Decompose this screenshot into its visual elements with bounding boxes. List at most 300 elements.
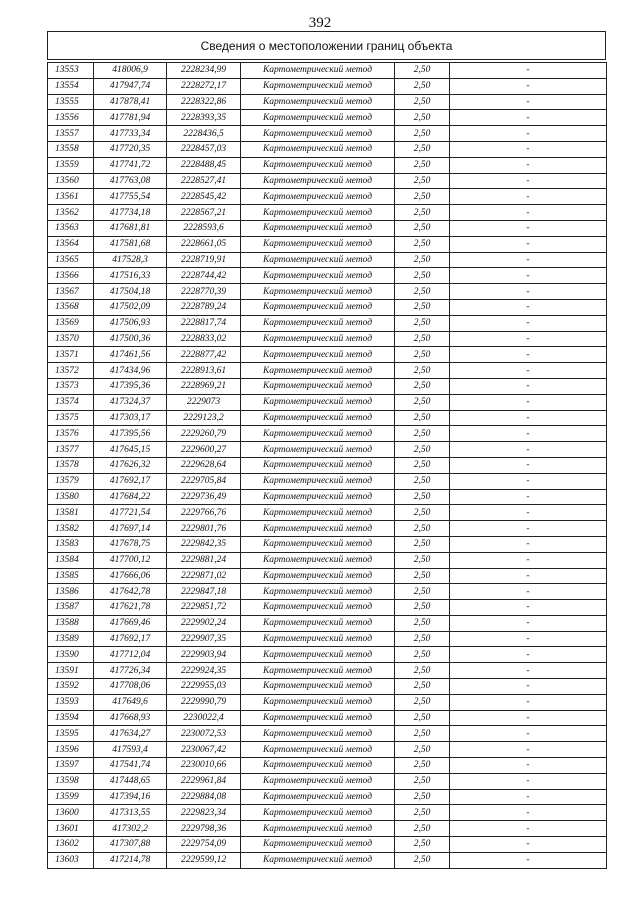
method-cell: Картометрический метод bbox=[241, 284, 395, 300]
table-row bbox=[48, 679, 607, 695]
method-cell: Картометрический метод bbox=[241, 457, 395, 473]
point-number-cell: 13583 bbox=[48, 536, 94, 552]
accuracy-cell: 2,50 bbox=[395, 442, 450, 458]
x-coordinate-cell: 417712,04 bbox=[94, 647, 167, 663]
y-coordinate-cell: 2228661,05 bbox=[167, 236, 241, 252]
accuracy-cell: 2,50 bbox=[395, 789, 450, 805]
point-number-cell: 13565 bbox=[48, 252, 94, 268]
point-number-cell: 13574 bbox=[48, 394, 94, 410]
x-coordinate-cell: 417626,32 bbox=[94, 457, 167, 473]
table-row bbox=[48, 647, 607, 663]
method-cell: Картометрический метод bbox=[241, 615, 395, 631]
point-number-cell: 13586 bbox=[48, 584, 94, 600]
description-cell: - bbox=[450, 679, 607, 695]
x-coordinate-cell: 417506,93 bbox=[94, 315, 167, 331]
method-cell: Картометрический метод bbox=[241, 600, 395, 616]
table-row bbox=[48, 726, 607, 742]
method-cell: Картометрический метод bbox=[241, 442, 395, 458]
accuracy-cell: 2,50 bbox=[395, 363, 450, 379]
x-coordinate-cell: 417781,94 bbox=[94, 110, 167, 126]
y-coordinate-cell: 2229260,79 bbox=[167, 426, 241, 442]
table-row bbox=[48, 600, 607, 616]
x-coordinate-cell: 417684,22 bbox=[94, 489, 167, 505]
description-cell: - bbox=[450, 94, 607, 110]
x-coordinate-cell: 417302,2 bbox=[94, 821, 167, 837]
accuracy-cell: 2,50 bbox=[395, 299, 450, 315]
table-row bbox=[48, 568, 607, 584]
point-number-cell: 13553 bbox=[48, 63, 94, 79]
y-coordinate-cell: 2230010,66 bbox=[167, 758, 241, 774]
description-cell: - bbox=[450, 584, 607, 600]
x-coordinate-cell: 417307,88 bbox=[94, 837, 167, 853]
x-coordinate-cell: 417313,55 bbox=[94, 805, 167, 821]
description-cell: - bbox=[450, 647, 607, 663]
point-number-cell: 13601 bbox=[48, 821, 94, 837]
method-cell: Картометрический метод bbox=[241, 110, 395, 126]
table-row bbox=[48, 821, 607, 837]
table-row bbox=[48, 126, 607, 142]
page-number: 392 bbox=[308, 15, 332, 31]
x-coordinate-cell: 417502,09 bbox=[94, 299, 167, 315]
accuracy-cell: 2,50 bbox=[395, 284, 450, 300]
x-coordinate-cell: 417621,78 bbox=[94, 600, 167, 616]
point-number-cell: 13554 bbox=[48, 78, 94, 94]
y-coordinate-cell: 2229073 bbox=[167, 394, 241, 410]
accuracy-cell: 2,50 bbox=[395, 679, 450, 695]
description-cell: - bbox=[450, 284, 607, 300]
y-coordinate-cell: 2229754,09 bbox=[167, 837, 241, 853]
table-row bbox=[48, 110, 607, 126]
table-row bbox=[48, 315, 607, 331]
table-row bbox=[48, 805, 607, 821]
description-cell: - bbox=[450, 615, 607, 631]
method-cell: Картометрический метод bbox=[241, 631, 395, 647]
point-number-cell: 13589 bbox=[48, 631, 94, 647]
accuracy-cell: 2,50 bbox=[395, 726, 450, 742]
x-coordinate-cell: 418006,9 bbox=[94, 63, 167, 79]
method-cell: Картометрический метод bbox=[241, 789, 395, 805]
table-row bbox=[48, 410, 607, 426]
accuracy-cell: 2,50 bbox=[395, 852, 450, 868]
x-coordinate-cell: 417528,3 bbox=[94, 252, 167, 268]
table-row bbox=[48, 457, 607, 473]
table-row bbox=[48, 663, 607, 679]
accuracy-cell: 2,50 bbox=[395, 126, 450, 142]
accuracy-cell: 2,50 bbox=[395, 347, 450, 363]
y-coordinate-cell: 2228527,41 bbox=[167, 173, 241, 189]
x-coordinate-cell: 417541,74 bbox=[94, 758, 167, 774]
accuracy-cell: 2,50 bbox=[395, 710, 450, 726]
x-coordinate-cell: 417721,54 bbox=[94, 505, 167, 521]
method-cell: Картометрический метод bbox=[241, 505, 395, 521]
point-number-cell: 13602 bbox=[48, 837, 94, 853]
description-cell: - bbox=[450, 110, 607, 126]
description-cell: - bbox=[450, 457, 607, 473]
description-cell: - bbox=[450, 568, 607, 584]
description-cell: - bbox=[450, 173, 607, 189]
description-cell: - bbox=[450, 663, 607, 679]
x-coordinate-cell: 417642,78 bbox=[94, 584, 167, 600]
x-coordinate-cell: 417763,08 bbox=[94, 173, 167, 189]
y-coordinate-cell: 2230072,53 bbox=[167, 726, 241, 742]
description-cell: - bbox=[450, 205, 607, 221]
method-cell: Картометрический метод bbox=[241, 726, 395, 742]
y-coordinate-cell: 2229884,08 bbox=[167, 789, 241, 805]
table-row bbox=[48, 426, 607, 442]
description-cell: - bbox=[450, 394, 607, 410]
accuracy-cell: 2,50 bbox=[395, 568, 450, 584]
x-coordinate-cell: 417697,14 bbox=[94, 521, 167, 537]
method-cell: Картометрический метод bbox=[241, 252, 395, 268]
point-number-cell: 13594 bbox=[48, 710, 94, 726]
x-coordinate-cell: 417649,6 bbox=[94, 694, 167, 710]
description-cell: - bbox=[450, 236, 607, 252]
method-cell: Картометрический метод bbox=[241, 189, 395, 205]
x-coordinate-cell: 417461,56 bbox=[94, 347, 167, 363]
point-number-cell: 13596 bbox=[48, 742, 94, 758]
point-number-cell: 13603 bbox=[48, 852, 94, 868]
accuracy-cell: 2,50 bbox=[395, 489, 450, 505]
table-row bbox=[48, 205, 607, 221]
method-cell: Картометрический метод bbox=[241, 773, 395, 789]
boundary-points-table bbox=[47, 62, 607, 869]
table-row bbox=[48, 789, 607, 805]
method-cell: Картометрический метод bbox=[241, 536, 395, 552]
method-cell: Картометрический метод bbox=[241, 552, 395, 568]
table-row bbox=[48, 584, 607, 600]
method-cell: Картометрический метод bbox=[241, 837, 395, 853]
method-cell: Картометрический метод bbox=[241, 315, 395, 331]
accuracy-cell: 2,50 bbox=[395, 615, 450, 631]
table-row bbox=[48, 852, 607, 868]
y-coordinate-cell: 2229842,35 bbox=[167, 536, 241, 552]
point-number-cell: 13591 bbox=[48, 663, 94, 679]
y-coordinate-cell: 2230067,42 bbox=[167, 742, 241, 758]
x-coordinate-cell: 417666,06 bbox=[94, 568, 167, 584]
description-cell: - bbox=[450, 363, 607, 379]
accuracy-cell: 2,50 bbox=[395, 94, 450, 110]
accuracy-cell: 2,50 bbox=[395, 331, 450, 347]
table-row bbox=[48, 473, 607, 489]
point-number-cell: 13559 bbox=[48, 157, 94, 173]
y-coordinate-cell: 2229955,03 bbox=[167, 679, 241, 695]
table-row bbox=[48, 284, 607, 300]
method-cell: Картометрический метод bbox=[241, 742, 395, 758]
accuracy-cell: 2,50 bbox=[395, 315, 450, 331]
point-number-cell: 13595 bbox=[48, 726, 94, 742]
method-cell: Картометрический метод bbox=[241, 236, 395, 252]
accuracy-cell: 2,50 bbox=[395, 758, 450, 774]
point-number-cell: 13558 bbox=[48, 141, 94, 157]
table-row bbox=[48, 299, 607, 315]
y-coordinate-cell: 2228969,21 bbox=[167, 378, 241, 394]
x-coordinate-cell: 417668,93 bbox=[94, 710, 167, 726]
accuracy-cell: 2,50 bbox=[395, 742, 450, 758]
y-coordinate-cell: 2229961,84 bbox=[167, 773, 241, 789]
method-cell: Картометрический метод bbox=[241, 363, 395, 379]
x-coordinate-cell: 417324,37 bbox=[94, 394, 167, 410]
y-coordinate-cell: 2228913,61 bbox=[167, 363, 241, 379]
table-row bbox=[48, 252, 607, 268]
x-coordinate-cell: 417678,75 bbox=[94, 536, 167, 552]
y-coordinate-cell: 2228545,42 bbox=[167, 189, 241, 205]
method-cell: Картометрический метод bbox=[241, 568, 395, 584]
y-coordinate-cell: 2228770,39 bbox=[167, 284, 241, 300]
point-number-cell: 13571 bbox=[48, 347, 94, 363]
x-coordinate-cell: 417634,27 bbox=[94, 726, 167, 742]
y-coordinate-cell: 2228457,03 bbox=[167, 141, 241, 157]
table-row bbox=[48, 552, 607, 568]
method-cell: Картометрический метод bbox=[241, 679, 395, 695]
accuracy-cell: 2,50 bbox=[395, 236, 450, 252]
point-number-cell: 13590 bbox=[48, 647, 94, 663]
y-coordinate-cell: 2229902,24 bbox=[167, 615, 241, 631]
table-row bbox=[48, 536, 607, 552]
accuracy-cell: 2,50 bbox=[395, 157, 450, 173]
y-coordinate-cell: 2229798,36 bbox=[167, 821, 241, 837]
x-coordinate-cell: 417394,16 bbox=[94, 789, 167, 805]
method-cell: Картометрический метод bbox=[241, 584, 395, 600]
x-coordinate-cell: 417681,81 bbox=[94, 220, 167, 236]
x-coordinate-cell: 417448,65 bbox=[94, 773, 167, 789]
point-number-cell: 13570 bbox=[48, 331, 94, 347]
x-coordinate-cell: 417581,68 bbox=[94, 236, 167, 252]
x-coordinate-cell: 417593,4 bbox=[94, 742, 167, 758]
description-cell: - bbox=[450, 268, 607, 284]
y-coordinate-cell: 2228393,35 bbox=[167, 110, 241, 126]
x-coordinate-cell: 417303,17 bbox=[94, 410, 167, 426]
y-coordinate-cell: 2229736,49 bbox=[167, 489, 241, 505]
description-cell: - bbox=[450, 758, 607, 774]
description-cell: - bbox=[450, 347, 607, 363]
x-coordinate-cell: 417692,17 bbox=[94, 473, 167, 489]
point-number-cell: 13569 bbox=[48, 315, 94, 331]
description-cell: - bbox=[450, 505, 607, 521]
description-cell: - bbox=[450, 63, 607, 79]
description-cell: - bbox=[450, 552, 607, 568]
y-coordinate-cell: 2229924,35 bbox=[167, 663, 241, 679]
table-row bbox=[48, 94, 607, 110]
accuracy-cell: 2,50 bbox=[395, 410, 450, 426]
y-coordinate-cell: 2228877,42 bbox=[167, 347, 241, 363]
point-number-cell: 13575 bbox=[48, 410, 94, 426]
description-cell: - bbox=[450, 789, 607, 805]
point-number-cell: 13556 bbox=[48, 110, 94, 126]
description-cell: - bbox=[450, 426, 607, 442]
y-coordinate-cell: 2229823,34 bbox=[167, 805, 241, 821]
method-cell: Картометрический метод bbox=[241, 268, 395, 284]
y-coordinate-cell: 2228234,99 bbox=[167, 63, 241, 79]
description-cell: - bbox=[450, 410, 607, 426]
description-cell: - bbox=[450, 694, 607, 710]
x-coordinate-cell: 417708,06 bbox=[94, 679, 167, 695]
table-row bbox=[48, 236, 607, 252]
table-row bbox=[48, 505, 607, 521]
description-cell: - bbox=[450, 331, 607, 347]
point-number-cell: 13577 bbox=[48, 442, 94, 458]
y-coordinate-cell: 2229766,76 bbox=[167, 505, 241, 521]
method-cell: Картометрический метод bbox=[241, 378, 395, 394]
point-number-cell: 13580 bbox=[48, 489, 94, 505]
y-coordinate-cell: 2228567,21 bbox=[167, 205, 241, 221]
y-coordinate-cell: 2229123,2 bbox=[167, 410, 241, 426]
y-coordinate-cell: 2229907,35 bbox=[167, 631, 241, 647]
y-coordinate-cell: 2228488,45 bbox=[167, 157, 241, 173]
method-cell: Картометрический метод bbox=[241, 758, 395, 774]
method-cell: Картометрический метод bbox=[241, 426, 395, 442]
accuracy-cell: 2,50 bbox=[395, 536, 450, 552]
x-coordinate-cell: 417720,35 bbox=[94, 141, 167, 157]
table-row bbox=[48, 615, 607, 631]
y-coordinate-cell: 2229903,94 bbox=[167, 647, 241, 663]
accuracy-cell: 2,50 bbox=[395, 805, 450, 821]
description-cell: - bbox=[450, 742, 607, 758]
description-cell: - bbox=[450, 315, 607, 331]
table-row bbox=[48, 63, 607, 79]
point-number-cell: 13587 bbox=[48, 600, 94, 616]
method-cell: Картометрический метод bbox=[241, 220, 395, 236]
point-number-cell: 13579 bbox=[48, 473, 94, 489]
description-cell: - bbox=[450, 157, 607, 173]
accuracy-cell: 2,50 bbox=[395, 268, 450, 284]
y-coordinate-cell: 2228789,24 bbox=[167, 299, 241, 315]
table-row bbox=[48, 78, 607, 94]
x-coordinate-cell: 417755,54 bbox=[94, 189, 167, 205]
point-number-cell: 13585 bbox=[48, 568, 94, 584]
description-cell: - bbox=[450, 473, 607, 489]
table-row bbox=[48, 710, 607, 726]
method-cell: Картометрический метод bbox=[241, 157, 395, 173]
description-cell: - bbox=[450, 837, 607, 853]
method-cell: Картометрический метод bbox=[241, 647, 395, 663]
point-number-cell: 13568 bbox=[48, 299, 94, 315]
description-cell: - bbox=[450, 773, 607, 789]
y-coordinate-cell: 2228817,74 bbox=[167, 315, 241, 331]
table-row bbox=[48, 347, 607, 363]
point-number-cell: 13561 bbox=[48, 189, 94, 205]
description-cell: - bbox=[450, 726, 607, 742]
accuracy-cell: 2,50 bbox=[395, 63, 450, 79]
description-cell: - bbox=[450, 126, 607, 142]
method-cell: Картометрический метод bbox=[241, 521, 395, 537]
x-coordinate-cell: 417645,15 bbox=[94, 442, 167, 458]
method-cell: Картометрический метод bbox=[241, 141, 395, 157]
table-row bbox=[48, 489, 607, 505]
x-coordinate-cell: 417726,34 bbox=[94, 663, 167, 679]
method-cell: Картометрический метод bbox=[241, 852, 395, 868]
x-coordinate-cell: 417434,96 bbox=[94, 363, 167, 379]
accuracy-cell: 2,50 bbox=[395, 252, 450, 268]
accuracy-cell: 2,50 bbox=[395, 773, 450, 789]
x-coordinate-cell: 417395,36 bbox=[94, 378, 167, 394]
point-number-cell: 13563 bbox=[48, 220, 94, 236]
y-coordinate-cell: 2229990,79 bbox=[167, 694, 241, 710]
y-coordinate-cell: 2229847,18 bbox=[167, 584, 241, 600]
method-cell: Картометрический метод bbox=[241, 63, 395, 79]
x-coordinate-cell: 417516,33 bbox=[94, 268, 167, 284]
x-coordinate-cell: 417692,17 bbox=[94, 631, 167, 647]
y-coordinate-cell: 2229705,84 bbox=[167, 473, 241, 489]
accuracy-cell: 2,50 bbox=[395, 647, 450, 663]
accuracy-cell: 2,50 bbox=[395, 378, 450, 394]
description-cell: - bbox=[450, 536, 607, 552]
accuracy-cell: 2,50 bbox=[395, 663, 450, 679]
method-cell: Картометрический метод bbox=[241, 710, 395, 726]
table-row bbox=[48, 442, 607, 458]
y-coordinate-cell: 2228744,42 bbox=[167, 268, 241, 284]
y-coordinate-cell: 2229628,64 bbox=[167, 457, 241, 473]
table-row bbox=[48, 378, 607, 394]
method-cell: Картометрический метод bbox=[241, 663, 395, 679]
point-number-cell: 13560 bbox=[48, 173, 94, 189]
point-number-cell: 13573 bbox=[48, 378, 94, 394]
table-row bbox=[48, 331, 607, 347]
accuracy-cell: 2,50 bbox=[395, 457, 450, 473]
y-coordinate-cell: 2228719,91 bbox=[167, 252, 241, 268]
accuracy-cell: 2,50 bbox=[395, 694, 450, 710]
method-cell: Картометрический метод bbox=[241, 394, 395, 410]
point-number-cell: 13578 bbox=[48, 457, 94, 473]
description-cell: - bbox=[450, 141, 607, 157]
point-number-cell: 13598 bbox=[48, 773, 94, 789]
table-row bbox=[48, 189, 607, 205]
method-cell: Картометрический метод bbox=[241, 78, 395, 94]
accuracy-cell: 2,50 bbox=[395, 205, 450, 221]
table-row bbox=[48, 220, 607, 236]
method-cell: Картометрический метод bbox=[241, 331, 395, 347]
y-coordinate-cell: 2228593,6 bbox=[167, 220, 241, 236]
description-cell: - bbox=[450, 805, 607, 821]
x-coordinate-cell: 417733,34 bbox=[94, 126, 167, 142]
accuracy-cell: 2,50 bbox=[395, 505, 450, 521]
description-cell: - bbox=[450, 299, 607, 315]
y-coordinate-cell: 2229871,02 bbox=[167, 568, 241, 584]
table-row bbox=[48, 758, 607, 774]
description-cell: - bbox=[450, 378, 607, 394]
x-coordinate-cell: 417214,78 bbox=[94, 852, 167, 868]
table-row bbox=[48, 742, 607, 758]
accuracy-cell: 2,50 bbox=[395, 631, 450, 647]
accuracy-cell: 2,50 bbox=[395, 584, 450, 600]
y-coordinate-cell: 2228436,5 bbox=[167, 126, 241, 142]
accuracy-cell: 2,50 bbox=[395, 837, 450, 853]
description-cell: - bbox=[450, 78, 607, 94]
x-coordinate-cell: 417878,41 bbox=[94, 94, 167, 110]
point-number-cell: 13566 bbox=[48, 268, 94, 284]
accuracy-cell: 2,50 bbox=[395, 78, 450, 94]
method-cell: Картометрический метод bbox=[241, 94, 395, 110]
method-cell: Картометрический метод bbox=[241, 694, 395, 710]
accuracy-cell: 2,50 bbox=[395, 189, 450, 205]
x-coordinate-cell: 417395,56 bbox=[94, 426, 167, 442]
coordinates-document bbox=[47, 31, 606, 869]
x-coordinate-cell: 417741,72 bbox=[94, 157, 167, 173]
accuracy-cell: 2,50 bbox=[395, 600, 450, 616]
x-coordinate-cell: 417500,36 bbox=[94, 331, 167, 347]
table-row bbox=[48, 173, 607, 189]
y-coordinate-cell: 2228272,17 bbox=[167, 78, 241, 94]
accuracy-cell: 2,50 bbox=[395, 473, 450, 489]
table-row bbox=[48, 521, 607, 537]
point-number-cell: 13557 bbox=[48, 126, 94, 142]
x-coordinate-cell: 417700,12 bbox=[94, 552, 167, 568]
point-number-cell: 13597 bbox=[48, 758, 94, 774]
table-row bbox=[48, 694, 607, 710]
point-number-cell: 13572 bbox=[48, 363, 94, 379]
x-coordinate-cell: 417669,46 bbox=[94, 615, 167, 631]
point-number-cell: 13576 bbox=[48, 426, 94, 442]
y-coordinate-cell: 2229881,24 bbox=[167, 552, 241, 568]
